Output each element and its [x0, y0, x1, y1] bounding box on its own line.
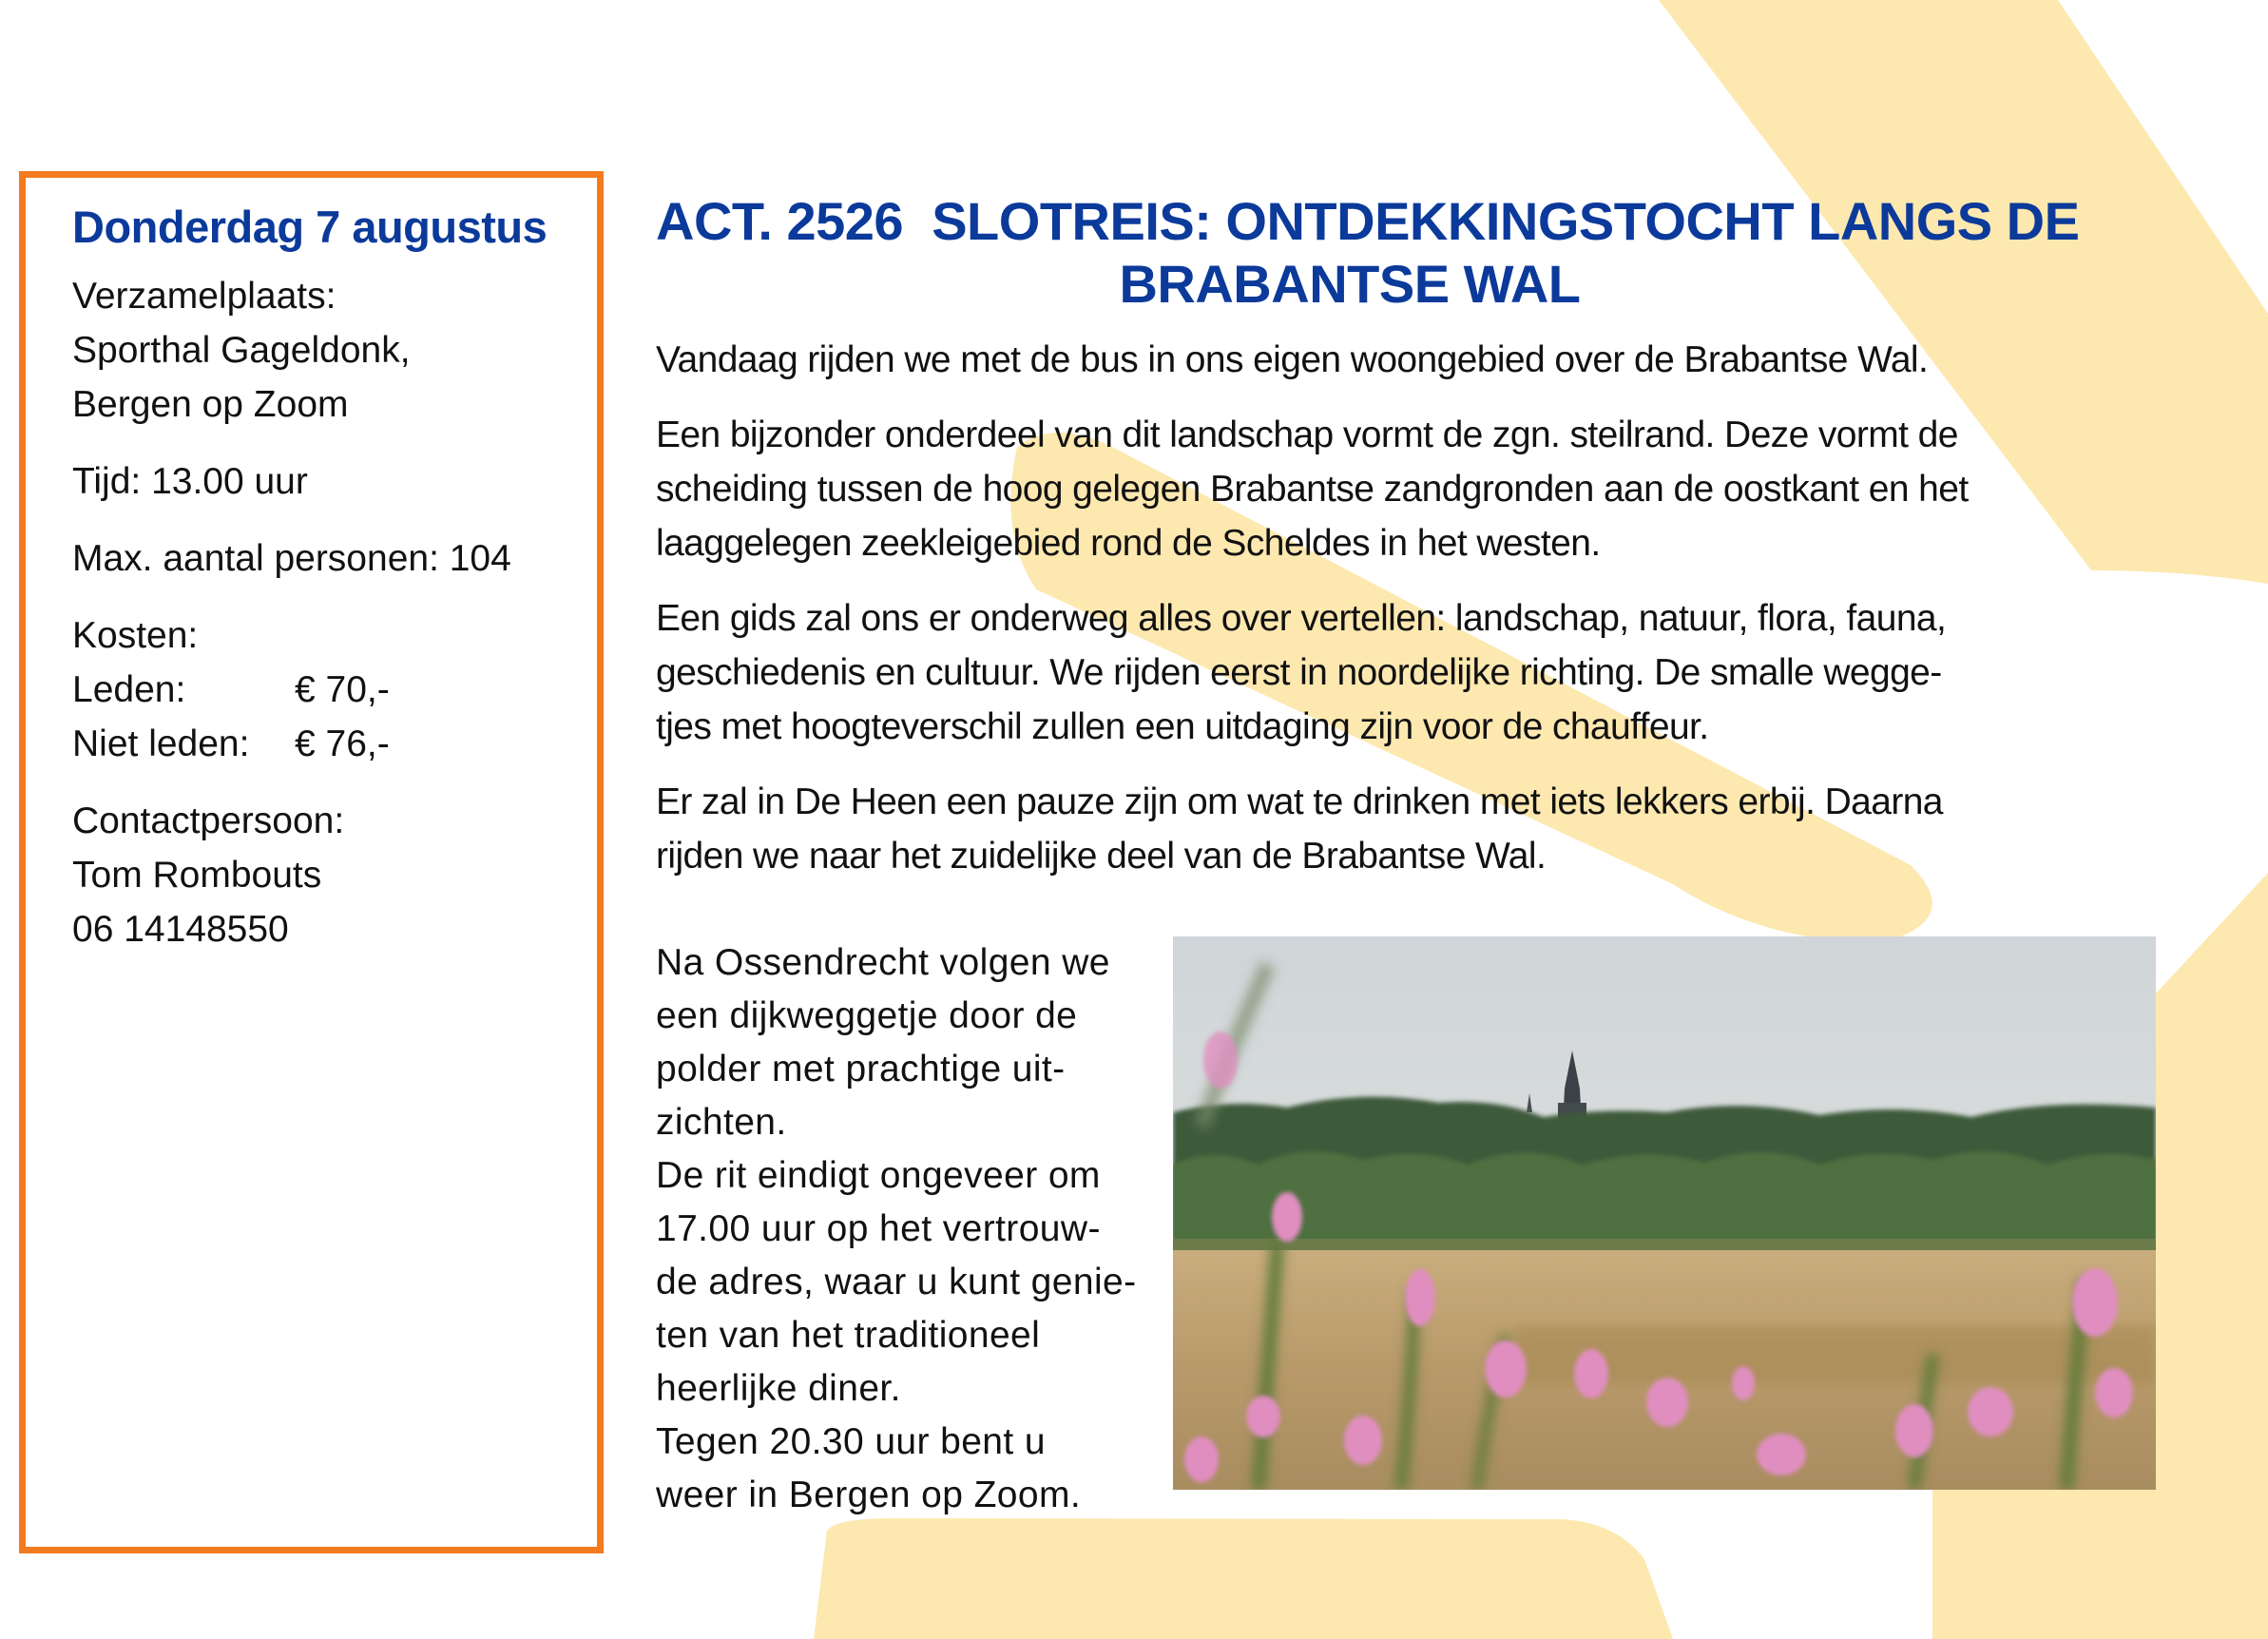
paragraph-line: laaggelegen zeekleigebied rond de Scheldes in het westen. [656, 523, 1601, 564]
side-text-line: weer in Bergen op Zoom. [656, 1475, 1082, 1515]
article-paragraph [656, 591, 2120, 754]
cost-row-non-members [72, 717, 587, 771]
paragraph-line: Er zal in De Heen een pauze zijn om wat te drinken met iets lekkers erbij. Daarna [656, 781, 1943, 822]
cost-value: € 70,- [295, 669, 390, 710]
paragraph-line: tjes met hoogteverschil zullen een uitdaging zijn voor de chauffeur. [656, 706, 1709, 747]
side-text-line: Tegen 20.30 uur bent u [656, 1421, 1046, 1462]
paragraph-line: rijden we naar het zuidelijke deel van de Brabantse Wal. [656, 836, 1547, 877]
meeting-point-line: Sporthal Gageldonk, [72, 330, 411, 371]
side-text-line: de adres, waar u kunt genie- [656, 1262, 1137, 1302]
cost-value: € 76,- [295, 723, 390, 764]
costs [72, 608, 587, 771]
meeting-point-label: Verzamelplaats: [72, 276, 336, 317]
side-text-line: polder met prachtige uit- [656, 1049, 1066, 1089]
max-persons-text: Max. aantal personen: 104 [72, 538, 511, 579]
landscape-photo [1173, 936, 2156, 1490]
article-paragraph [656, 408, 2120, 570]
costs-label: Kosten: [72, 615, 199, 656]
side-text-line: heerlijke diner. [656, 1368, 901, 1409]
side-text-line: 17.00 uur op het vertrouw- [656, 1208, 1101, 1249]
side-text-line: ten van het traditioneel [656, 1315, 1041, 1356]
paragraph-line: scheiding tussen de hoog gelegen Brabantse zandgronden aan de oostkant en het [656, 469, 1969, 510]
article-paragraph [656, 333, 2120, 387]
cost-row-members [72, 663, 587, 717]
event-time [72, 454, 587, 509]
paragraph-line: Een bijzonder onderdeel van dit landschap vormt de zgn. steilrand. Deze vormt de [656, 415, 1958, 455]
paragraph-line: Een gids zal ons er onderweg alles over vertellen: landschap, natuur, flora, fauna, [656, 598, 1947, 639]
side-text-line: zichten. [656, 1102, 787, 1143]
event-info-box [19, 171, 604, 1553]
contact-label: Contactpersoon: [72, 800, 345, 841]
max-persons [72, 531, 587, 586]
article-title [656, 190, 2139, 316]
event-date-heading: Donderdag 7 augustus [72, 202, 548, 252]
paragraph-line: Vandaag rijden we met de bus in ons eigen woongebied over de Brabantse Wal. [656, 339, 1929, 380]
side-text-line: Na Ossendrecht volgen we [656, 942, 1110, 983]
paragraph-line: geschiedenis en cultuur. We rijden eerst in noordelijke richting. De smalle wegge- [656, 652, 1942, 693]
event-info-content [72, 199, 587, 979]
contact-name: Tom Rombouts [72, 855, 322, 896]
article-paragraph [656, 775, 2120, 883]
side-text-line: De rit eindigt ongeveer om [656, 1155, 1101, 1196]
landscape-image [1173, 936, 2156, 1490]
cost-label: Leden: [72, 669, 186, 710]
side-text-line: een dijkweggetje door de [656, 995, 1078, 1036]
article-title-line: ACT. 2526 SLOTREIS: ONTDEKKINGSTOCHT LANGS DE [656, 191, 2080, 251]
article-side-text [656, 936, 1169, 1522]
contact [72, 794, 587, 956]
meeting-point-line: Bergen op Zoom [72, 384, 349, 425]
contact-phone: 06 14148550 [72, 909, 289, 950]
event-time-text: Tijd: 13.00 uur [72, 461, 308, 502]
meeting-point [72, 269, 587, 432]
article [656, 190, 2139, 904]
cost-label: Niet leden: [72, 723, 250, 764]
article-title-line: BRABANTSE WAL [1119, 254, 1581, 314]
